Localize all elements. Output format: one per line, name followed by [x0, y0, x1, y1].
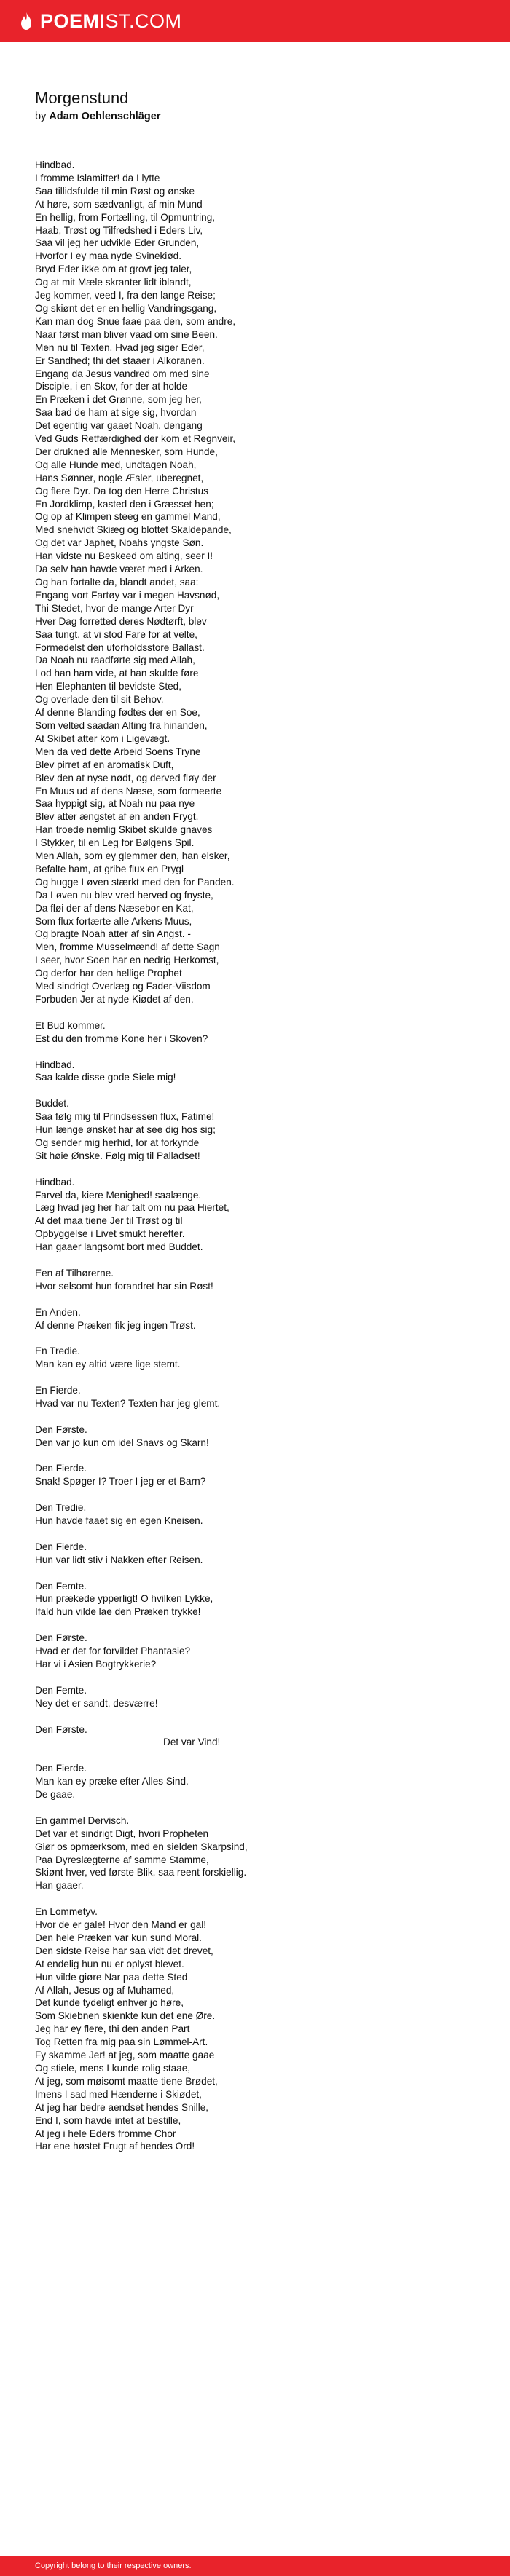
poem-line: Hen Elephanten til bevidste Sted,	[35, 681, 182, 692]
poem-line: Da fløi der af dens Næsebor en Kat,	[35, 902, 194, 914]
logo-text-light: IST.COM	[99, 9, 182, 32]
poem-line: Og flere Dyr. Da tog den Herre Christus	[35, 485, 208, 497]
poem-line: Af Allah, Jesus og af Muhamed,	[35, 1984, 175, 1996]
poem-line: Den hele Præken var kun sund Moral.	[35, 1932, 202, 1943]
poem-line: Hvor de er gale! Hvor den Mand er gal!	[35, 1919, 206, 1931]
poem-line: En hellig, from Fortælling, til Opmuntring,	[35, 211, 216, 223]
poem-line: At jeg har bedre aendset hendes Snille,	[35, 2101, 209, 2113]
poem-line: Den Første.	[35, 1723, 87, 1735]
poem-line: Og overlade den til sit Behov.	[35, 694, 164, 706]
poem-line: Haab, Trøst og Tilfredshed i Eders Liv,	[35, 224, 203, 236]
poem-line: Har ene høstet Frugt af hendes Ord!	[35, 2141, 195, 2152]
poem-stanza	[35, 1905, 479, 2153]
poem-line: Fy skamme Jer! at jeg, som maatte gaae	[35, 2050, 215, 2061]
poem-line: Blev pirret af en aromatisk Duft,	[35, 759, 174, 770]
poem-stanza	[35, 159, 479, 1006]
poem-stanza	[35, 1632, 479, 1671]
poem-line: Han vidste nu Beskeed om alting, seer I!	[35, 550, 213, 562]
poem-stanza	[35, 1097, 479, 1163]
poem-line: Et Bud kommer.	[35, 1019, 106, 1031]
author-link[interactable]: Adam Oehlenschläger	[49, 111, 161, 122]
poem-line: Ney det er sandt, desværre!	[35, 1697, 158, 1709]
poem-line: Den Femte.	[35, 1684, 87, 1696]
poem-line: At Skibet atter kom i Ligevægt.	[35, 732, 170, 744]
poem-line: Hindbad.	[35, 159, 75, 170]
poem-line: Og alle Hunde med, undtagen Noah,	[35, 459, 197, 470]
poem-line: Da selv han havde været med i Arken.	[35, 564, 203, 575]
poem-line: Hun vilde giøre Nar paa dette Sted	[35, 1971, 188, 1983]
poem-stanza	[35, 1423, 479, 1450]
poem-line: Og sender mig herhid, for at forkynde	[35, 1137, 200, 1148]
poem-stanza	[35, 1684, 479, 1710]
poem-line: Læg hvad jeg her har talt om nu paa Hiertet,	[35, 1202, 230, 1214]
poem-line: Hver Dag forretted deres Nødtørft, blev	[35, 615, 207, 627]
poem-line: Med snehvidt Skiæg og blottet Skaldepande,	[35, 524, 232, 536]
poem-line: Den Fierde.	[35, 1763, 87, 1774]
poem-line: Men nu til Texten. Hvad jeg siger Eder,	[35, 341, 205, 353]
poem-line: Farvel da, kiere Menighed! saalænge.	[35, 1189, 202, 1201]
poem-line: At det maa tiene Jer til Trøst og til	[35, 1215, 183, 1227]
poem-line: Der drukned alle Mennesker, som Hunde,	[35, 446, 218, 457]
poem-line: Ifald hun vilde lae den Præken trykke!	[35, 1606, 201, 1618]
poem-stanza	[35, 1462, 479, 1488]
poem-line: I Stykker, til en Leg for Bølgens Spil.	[35, 837, 195, 849]
poem-line: Formedelst den uforholdsstore Ballast.	[35, 641, 205, 653]
poem-line: Og bragte Noah atter af sin Angst. -	[35, 928, 191, 940]
poem-line: En Fierde.	[35, 1385, 81, 1396]
poem-line: Bryd Eder ikke om at grovt jeg taler,	[35, 264, 192, 275]
poem-line: En Præken i det Grønne, som jeg her,	[35, 394, 202, 406]
poem-line: Jeg har ey flere, thi den anden Part	[35, 2023, 190, 2035]
poem-line: Den Fierde.	[35, 1463, 87, 1474]
poem-line: Man kan ey præke efter Alles Sind.	[35, 1776, 189, 1787]
poem-line: Saa bad de ham at sige sig, hvordan	[35, 407, 197, 419]
poem-stanza	[35, 1580, 479, 1619]
flame-logo-icon	[19, 12, 34, 31]
poem-line: Blev atter ængstet af en anden Frygt.	[35, 811, 199, 823]
poem-line: Skiønt hver, ved første Blik, saa reent forskiellig.	[35, 1867, 247, 1878]
poem-line: Den Første.	[35, 1632, 87, 1644]
poem-line: Hun var lidt stiv i Nakken efter Reisen.	[35, 1554, 203, 1565]
poem-line: Men da ved dette Arbeid Soens Tryne	[35, 746, 201, 757]
poem-line: Tog Retten fra mig paa sin Lømmel-Art.	[35, 2036, 208, 2048]
poem-stanza	[35, 1345, 479, 1371]
site-logo[interactable]	[19, 10, 182, 33]
poem-title: Morgenstund	[35, 89, 129, 107]
poem-line: Engang da Jesus vandred om med sine	[35, 368, 210, 379]
poem-line: Som flux fortærte alle Arkens Muus,	[35, 915, 192, 927]
poem-line: Saa hyppigt sig, at Noah nu paa nye	[35, 798, 195, 810]
poem-stanza	[35, 1019, 479, 1046]
byline-label: by	[35, 111, 47, 122]
poem-stanza	[35, 1541, 479, 1567]
poem-stanza	[35, 1723, 479, 1750]
poem-line: Da Løven nu blev vred herved og fnyste,	[35, 889, 213, 901]
poem-line: Han gaaer.	[35, 1880, 84, 1892]
poem-line: Saa tungt, at vi stod Fare for at velte,	[35, 628, 197, 640]
poem-stanza	[35, 1501, 479, 1528]
poem-line: I fromme Islamitter! da I lytte	[35, 172, 160, 183]
poem-line: Naar først man bliver vaad om sine Been.	[35, 328, 218, 340]
poem-line: Saa kalde disse gode Siele mig!	[35, 1072, 176, 1083]
poem-line: Den Femte.	[35, 1580, 87, 1592]
poem-line: Da Noah nu raadførte sig med Allah,	[35, 655, 195, 666]
poem-line: I seer, hvor Soen har en nedrig Herkomst,	[35, 955, 219, 966]
poem-line: Har vi i Asien Bogtrykkerie?	[35, 1659, 157, 1670]
poem-line: En Tredie.	[35, 1346, 80, 1357]
poem-stanza	[35, 1762, 479, 1801]
poem-line: Og op af Klimpen steeg en gammel Mand,	[35, 511, 221, 523]
poem-stanza	[35, 1267, 479, 1293]
poem-line: Snak! Spøger I? Troer I jeg er et Barn?	[35, 1476, 206, 1487]
poem-line: Sit høie Ønske. Følg mig til Palladset!	[35, 1150, 200, 1161]
poem-line: Den Første.	[35, 1423, 87, 1435]
poem-line: Og det var Japhet, Noahs yngste Søn.	[35, 537, 204, 549]
logo-text-bold: POEM	[40, 9, 100, 32]
poem-line: Engang vort Fartøy var i megen Havsnød,	[35, 589, 220, 601]
poem-line: Hun længe ønsket har at see dig hos sig;	[35, 1124, 216, 1136]
poem-line: Af denne Blanding fødtes der en Soe,	[35, 707, 200, 719]
poem-line: End I, som havde intet at bestille,	[35, 2114, 181, 2126]
poem-line: De gaae.	[35, 1789, 76, 1801]
poem-line: Jeg kommer, veed I, fra den lange Reise;	[35, 290, 216, 301]
poem-line: At jeg i hele Eders fromme Chor	[35, 2127, 176, 2139]
poem-line: Hvor selsomt hun forandret har sin Røst!	[35, 1280, 213, 1292]
poem-line: Og han fortalte da, blandt andet, saa:	[35, 577, 199, 588]
poem-line: Saa tillidsfulde til min Røst og ønske	[35, 185, 195, 197]
poem-line: En Muus ud af dens Næse, som formeerte	[35, 785, 222, 797]
poem-stanza	[35, 1059, 479, 1085]
poem-line: Saa vil jeg her udvikle Eder Grunden,	[35, 237, 200, 249]
poem-line: Imens I sad med Hænderne i Skiødet,	[35, 2088, 202, 2100]
poem-line: Som velted saadan Alting fra hinanden,	[35, 719, 208, 731]
poem-line: Af denne Præken fik jeg ingen Trøst.	[35, 1319, 196, 1331]
poem-stanza	[35, 1814, 479, 1892]
poem-header	[35, 89, 160, 122]
poem-stanza	[35, 1306, 479, 1332]
copyright-text: Copyright belong to their respective owners.	[35, 2561, 192, 2570]
poem-stanza	[35, 1384, 479, 1410]
poem-line: Kan man dog Snue faae paa den, som andre,	[35, 315, 236, 327]
poem-line: Man kan ey altid være lige stemt.	[35, 1359, 181, 1370]
site-footer	[0, 2556, 510, 2576]
poem-line: Det egentlig var gaaet Noah, dengang	[35, 420, 203, 432]
poem-line: Og skiønt det er en hellig Vandringsgang,	[35, 302, 217, 314]
poem-line: Saa følg mig til Prindsessen flux, Fatime!	[35, 1111, 215, 1123]
poem-line: Est du den fromme Kone her i Skoven?	[35, 1032, 208, 1044]
poem-line: Og derfor har den hellige Prophet	[35, 968, 182, 979]
poem-line: Paa Dyreslægterne af samme Stamme,	[35, 1854, 209, 1865]
poem-line: En gammel Dervisch.	[35, 1814, 130, 1826]
poem-line: Forbuden Jer at nyde Kiødet af den.	[35, 994, 194, 1005]
poem-line: Det var Vind!	[163, 1737, 221, 1748]
poem-line: Det kunde tydeligt enhver jo høre,	[35, 1997, 184, 2009]
poem-line: Den sidste Reise har saa vidt det drevet,	[35, 1945, 213, 1956]
poem-line: Hvorfor I ey maa nyde Svinekiød.	[35, 250, 181, 262]
poem-line: Giør os opmærksom, med en sielden Skarpsind,	[35, 1841, 248, 1852]
poem-line: Blev den at nyse nødt, og derved fløy der	[35, 772, 216, 783]
poem-line: Disciple, i en Skov, for der at holde	[35, 381, 188, 392]
poem-line: Ved Guds Retfærdighed der kom et Regnveir,	[35, 433, 236, 445]
poem-stanza	[35, 1176, 479, 1254]
poem-line: Hvad er det for forvildet Phantasie?	[35, 1645, 191, 1657]
poem-body	[35, 159, 479, 2166]
poem-line: Lod han ham vide, at han skulde føre	[35, 668, 199, 679]
poem-line: Hvad var nu Texten? Texten har jeg glemt.	[35, 1397, 221, 1409]
poem-line: Men, fromme Musselmænd! af dette Sagn	[35, 941, 220, 953]
poem-line: At høre, som sædvanligt, af min Mund	[35, 198, 203, 210]
poem-line: Han troede nemlig Skibet skulde gnaves	[35, 824, 213, 836]
poem-line: Hun havde faaet sig en egen Kneisen.	[35, 1515, 203, 1527]
poem-line: Buddet.	[35, 1098, 69, 1110]
poem-line: At endelig hun nu er oplyst blevet.	[35, 1958, 184, 1969]
poem-line: Befalte ham, at gribe flux en Prygl	[35, 863, 184, 874]
poem-line: Og stiele, mens I kunde rolig staae,	[35, 2063, 191, 2074]
poem-line: Er Sandhed; thi det staaer i Alkoranen.	[35, 355, 205, 366]
poem-line: Hindbad.	[35, 1176, 75, 1188]
poem-line: Med sindrigt Overlæg og Fader-Viisdom	[35, 981, 211, 992]
poem-line: En Jordklimp, kasted den i Græsset hen;	[35, 498, 214, 510]
poem-byline	[35, 111, 160, 122]
poem-line: En Anden.	[35, 1306, 81, 1318]
poem-line: Hans Sønner, nogle Æsler, uberegnet,	[35, 472, 204, 483]
poem-line: Den Tredie.	[35, 1502, 87, 1514]
poem-line: Opbyggelse i Livet smukt herefter.	[35, 1228, 185, 1240]
site-header	[0, 0, 510, 42]
poem-line: Som Skiebnen skienkte kun det ene Øre.	[35, 2010, 216, 2022]
poem-line: Han gaaer langsomt bort med Buddet.	[35, 1241, 203, 1253]
poem-line: En Lommetyv.	[35, 1906, 98, 1918]
poem-line: Den var jo kun om idel Snavs og Skarn!	[35, 1437, 209, 1448]
poem-line: Hun prækede ypperligt! O hvilken Lykke,	[35, 1593, 213, 1605]
poem-line: Og at mit Mæle skranter lidt iblandt,	[35, 277, 192, 288]
poem-line: Det var et sindrigt Digt, hvori Propheten	[35, 1828, 209, 1839]
poem-line: Og hugge Løven stærkt med den for Panden.	[35, 876, 235, 888]
poem-line: Thi Stedet, hvor de mange Arter Dyr	[35, 602, 194, 614]
poem-line: Den Fierde.	[35, 1541, 87, 1552]
poem-line: Men Allah, som ey glemmer den, han elsker,	[35, 850, 230, 862]
poem-line: At jeg, som møisomt maatte tiene Brødet,	[35, 2075, 218, 2087]
poem-line: Hindbad.	[35, 1059, 75, 1070]
poem-line: Een af Tilhørerne.	[35, 1267, 114, 1279]
